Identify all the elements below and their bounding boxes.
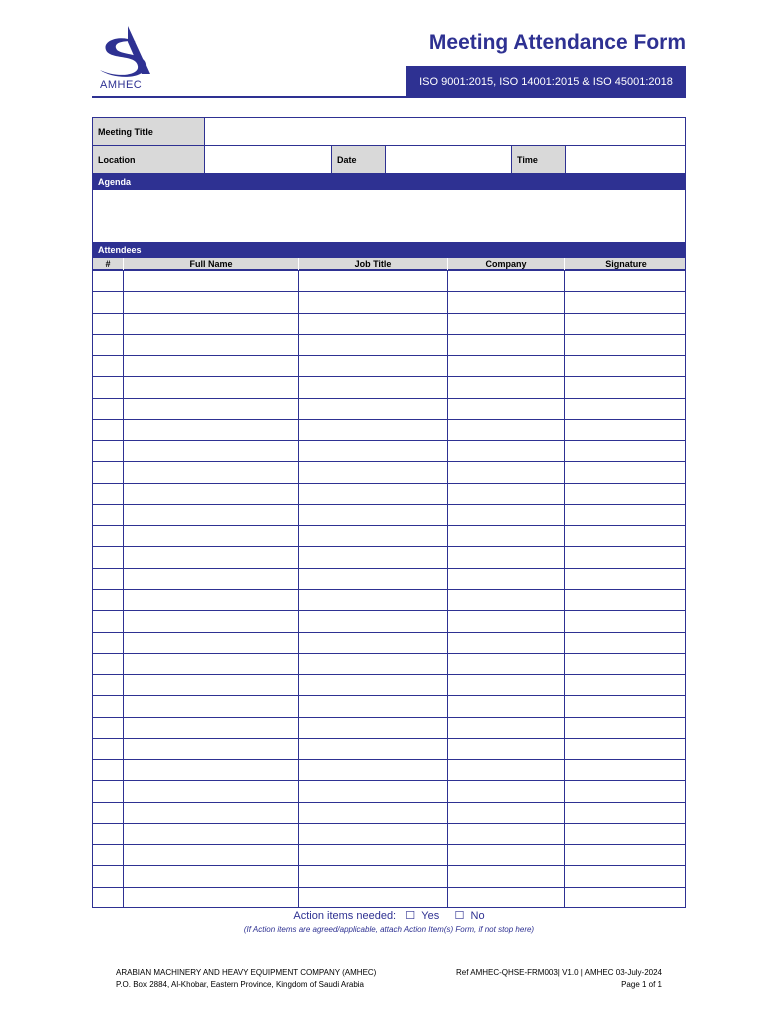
footer-page: Page 1 of 1 (621, 980, 662, 989)
no-checkbox[interactable]: ☐ (454, 910, 465, 922)
table-row-divider (92, 355, 686, 356)
table-row-divider (92, 674, 686, 675)
table-row-divider (92, 865, 686, 866)
table-row-divider (92, 610, 686, 611)
time-field[interactable] (565, 145, 686, 174)
table-column-divider (447, 270, 448, 908)
table-row-divider (92, 440, 686, 441)
table-row-divider (92, 546, 686, 547)
date-field[interactable] (385, 145, 512, 174)
time-label: Time (511, 145, 566, 174)
footer-address: P.O. Box 2884, Al-Khobar, Eastern Province, Kingdom of Saudi Arabia (116, 980, 365, 989)
table-row-divider (92, 313, 686, 314)
table-row-divider (92, 398, 686, 399)
yes-checkbox[interactable]: ☐ (405, 910, 416, 922)
action-items-label: Action items needed: (293, 910, 397, 922)
col-company: Company (448, 258, 565, 271)
footer-ref: Ref AMHEC-QHSE-FRM003| V1.0 | AMHEC 03-July-2024 (456, 968, 662, 977)
table-row-divider (92, 887, 686, 888)
agenda-header: Agenda (92, 174, 686, 189)
action-items-line (92, 909, 686, 922)
table-column-divider (564, 270, 565, 908)
table-row-divider (92, 589, 686, 590)
table-row-divider (92, 461, 686, 462)
table-column-divider (123, 270, 124, 908)
table-row-divider (92, 802, 686, 803)
table-row-divider (92, 717, 686, 718)
table-row-divider (92, 695, 686, 696)
table-row-divider (92, 632, 686, 633)
table-row-divider (92, 759, 686, 760)
yes-label: Yes (421, 910, 440, 922)
meeting-title-label: Meeting Title (92, 117, 205, 146)
col-job-title: Job Title (299, 258, 448, 271)
table-row-divider (92, 419, 686, 420)
table-row-divider (92, 483, 686, 484)
table-row-divider (92, 823, 686, 824)
brand-name: AMHEC (100, 79, 143, 91)
table-row-divider (92, 780, 686, 781)
no-label: No (470, 910, 485, 922)
table-row-divider (92, 738, 686, 739)
table-row-divider (92, 504, 686, 505)
col-signature: Signature (605, 259, 647, 269)
table-column-divider (298, 270, 299, 908)
agenda-field[interactable] (92, 189, 686, 243)
footer-company: ARABIAN MACHINERY AND HEAVY EQUIPMENT COMPANY (AMHEC) (116, 968, 377, 977)
table-row-divider (92, 376, 686, 377)
attendees-header: Attendees (92, 242, 686, 257)
location-label: Location (92, 145, 205, 174)
table-row-divider (92, 525, 686, 526)
attendees-column-header (92, 257, 686, 270)
table-row-divider (92, 844, 686, 845)
meeting-title-field[interactable] (204, 117, 686, 146)
header-divider (92, 96, 686, 98)
location-field[interactable] (204, 145, 332, 174)
col-full-name: Full Name (124, 258, 299, 271)
date-label: Date (331, 145, 386, 174)
table-row-divider (92, 291, 686, 292)
action-items-note: (If Action items are agreed/applicable, attach Action Item(s) Form, if not stop here) (243, 925, 535, 934)
table-row-divider (92, 334, 686, 335)
iso-certifications: ISO 9001:2015, ISO 14001:2015 & ISO 45001:2018 (406, 66, 686, 98)
page-title: Meeting Attendance Form (428, 31, 686, 54)
col-number: # (93, 258, 124, 271)
table-row-divider (92, 653, 686, 654)
table-row-divider (92, 568, 686, 569)
